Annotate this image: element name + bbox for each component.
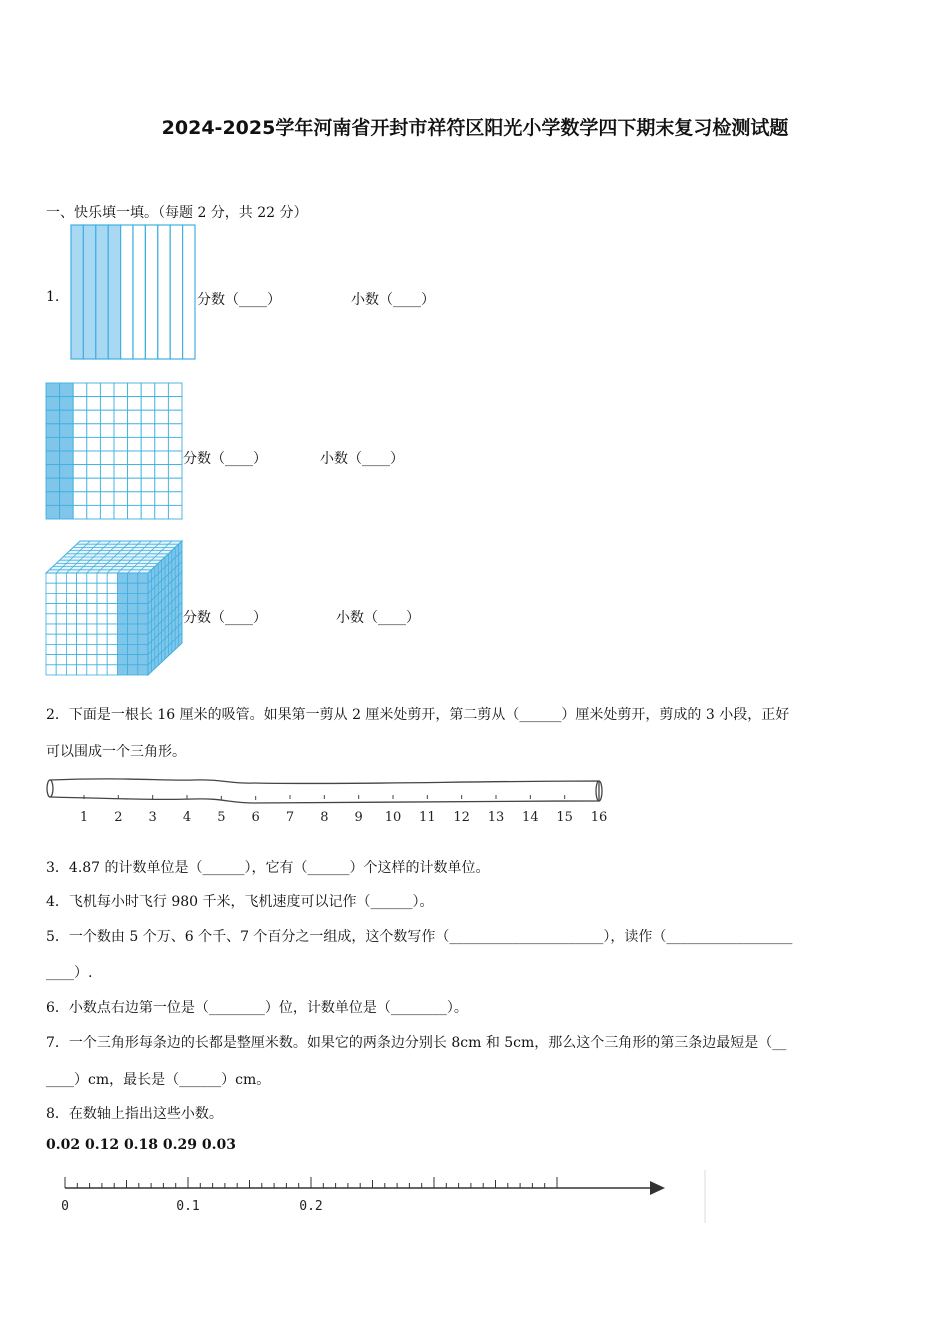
cube-front-cell — [97, 583, 107, 593]
grid-cell — [141, 424, 155, 438]
cube-front-cell — [87, 573, 97, 583]
cube-front-cell — [128, 614, 138, 624]
cube-front-cell — [87, 624, 97, 634]
grid-cell — [114, 383, 128, 397]
cube-front-cell — [107, 604, 117, 614]
grid-cell — [114, 437, 128, 451]
cube-front-cell — [107, 583, 117, 593]
grid-cell — [46, 505, 60, 519]
cube-front-cell — [46, 644, 56, 654]
ruler-label: 3 — [148, 810, 157, 825]
grid-cell — [168, 383, 182, 397]
strip — [121, 225, 133, 359]
ruler-label: 2 — [114, 810, 123, 825]
grid-cell — [73, 424, 87, 438]
cube-front-cell — [46, 593, 56, 603]
grid-cell — [168, 492, 182, 506]
grid-cell — [46, 451, 60, 465]
cube-front-cell — [77, 614, 87, 624]
cube-front-cell — [66, 644, 76, 654]
grid-cell — [46, 424, 60, 438]
cube-front-cell — [66, 614, 76, 624]
grid-cell — [168, 465, 182, 479]
strip — [133, 225, 145, 359]
grid-cell — [141, 465, 155, 479]
cube-front-cell — [66, 593, 76, 603]
cube-front-cell — [97, 644, 107, 654]
grid-cell — [73, 451, 87, 465]
decimal-values: 0.02 0.12 0.18 0.29 0.03 — [46, 1137, 236, 1153]
number-line-figure — [55, 1168, 715, 1224]
grid-cell — [114, 478, 128, 492]
grid-cell — [73, 478, 87, 492]
cube-front-cell — [46, 573, 56, 583]
cube-front-cell — [46, 583, 56, 593]
question-3: 3．4.87 的计数单位是（______），它有（______）个这样的计数单位。 — [46, 860, 490, 876]
cube-front-cell — [97, 655, 107, 665]
grid-cell — [73, 465, 87, 479]
grid-cell — [141, 383, 155, 397]
grid-cell — [128, 383, 142, 397]
cube-front-cell — [128, 604, 138, 614]
grid-cell — [60, 492, 74, 506]
cube-front-cell — [138, 593, 148, 603]
grid-cell — [60, 424, 74, 438]
cube-front-cell — [87, 604, 97, 614]
cube-front-cell — [107, 573, 117, 583]
cube-front-cell — [117, 604, 127, 614]
shaded-strip — [108, 225, 120, 359]
ruler-label: 9 — [354, 810, 363, 825]
ruler-label: 5 — [217, 810, 226, 825]
thousand-cube-figure — [45, 540, 183, 680]
cube-front-cell — [117, 655, 127, 665]
shaded-strip — [83, 225, 95, 359]
cube-front-cell — [87, 614, 97, 624]
ruler-label: 11 — [419, 810, 436, 825]
cube-front-cell — [56, 644, 66, 654]
grid-cell — [100, 451, 114, 465]
cube-front-cell — [87, 593, 97, 603]
grid-cell — [168, 478, 182, 492]
arrow-right-icon — [650, 1181, 665, 1195]
grid-cell — [46, 478, 60, 492]
cube-front-cell — [77, 665, 87, 675]
fraction-blank: 分数（____） — [183, 451, 267, 467]
cube-front-cell — [97, 634, 107, 644]
grid-cell — [60, 451, 74, 465]
grid-cell — [155, 465, 169, 479]
cube-front-cell — [138, 573, 148, 583]
grid-cell — [168, 424, 182, 438]
cube-front-cell — [56, 665, 66, 675]
cube-front-cell — [107, 634, 117, 644]
cube-front-cell — [107, 655, 117, 665]
ruler-label: 6 — [251, 810, 260, 825]
grid-cell — [141, 451, 155, 465]
ruler-label: 1 — [79, 810, 89, 825]
decimal-blank: 小数（____） — [336, 610, 420, 626]
cube-front-cell — [138, 644, 148, 654]
grid-cell — [87, 383, 101, 397]
cube-front-cell — [56, 634, 66, 644]
grid-cell — [87, 465, 101, 479]
cube-front-cell — [66, 665, 76, 675]
question-6: 6．小数点右边第一位是（________）位，计数单位是（________）。 — [46, 1000, 468, 1016]
grid-cell — [87, 437, 101, 451]
cube-front-cell — [56, 573, 66, 583]
grid-cell — [100, 424, 114, 438]
cube-front-cell — [77, 624, 87, 634]
cube-front-cell — [87, 655, 97, 665]
cube-front-cell — [46, 665, 56, 675]
cube-front-cell — [138, 624, 148, 634]
hundred-grid-figure — [45, 382, 183, 520]
grid-cell — [87, 451, 101, 465]
cube-front-cell — [128, 634, 138, 644]
grid-cell — [155, 410, 169, 424]
grid-cell — [155, 383, 169, 397]
question-5-line1: 5．一个数由 5 个万、6 个千、7 个百分之一组成，这个数写作（______________________），读作（__________________ — [46, 929, 793, 945]
cube-front-cell — [128, 644, 138, 654]
cube-front-cell — [97, 604, 107, 614]
grid-cell — [114, 492, 128, 506]
cube-front-cell — [138, 583, 148, 593]
grid-cell — [73, 437, 87, 451]
cube-front-cell — [77, 583, 87, 593]
grid-cell — [114, 397, 128, 411]
grid-cell — [60, 505, 74, 519]
grid-cell — [168, 437, 182, 451]
grid-cell — [60, 465, 74, 479]
cube-front-cell — [117, 614, 127, 624]
question-2-line1: 2．下面是一根长 16 厘米的吸管。如果第一剪从 2 厘米处剪开，第二剪从（______）厘米处剪开，剪成的 3 小段，正好 — [46, 707, 790, 723]
cube-front-cell — [128, 573, 138, 583]
question-5-line2: ____）. — [46, 965, 93, 981]
axis-label: 0.2 — [299, 1199, 323, 1214]
grid-cell — [155, 437, 169, 451]
grid-cell — [73, 505, 87, 519]
strip — [145, 225, 157, 359]
grid-cell — [168, 451, 182, 465]
question-7-line1: 7．一个三角形每条边的长都是整厘米数。如果它的两条边分别长 8cm 和 5cm，那么这个三角形的第三条边最短是（__ — [46, 1035, 787, 1051]
cube-front-cell — [107, 614, 117, 624]
grid-cell — [168, 505, 182, 519]
question-number: 1. — [46, 289, 60, 305]
cube-front-cell — [107, 644, 117, 654]
cube-front-cell — [56, 583, 66, 593]
question-2-line2: 可以围成一个三角形。 — [46, 744, 186, 760]
grid-cell — [73, 410, 87, 424]
cube-front-cell — [87, 583, 97, 593]
grid-cell — [141, 410, 155, 424]
grid-cell — [100, 465, 114, 479]
cube-front-cell — [46, 614, 56, 624]
cube-front-cell — [128, 665, 138, 675]
cube-front-cell — [97, 624, 107, 634]
cube-front-cell — [117, 593, 127, 603]
cube-front-cell — [77, 634, 87, 644]
shaded-strip — [71, 225, 83, 359]
grid-cell — [114, 451, 128, 465]
cube-front-cell — [107, 624, 117, 634]
grid-cell — [168, 397, 182, 411]
page-title: 2024-2025学年河南省开封市祥符区阳光小学数学四下期末复习检测试题 — [161, 117, 789, 139]
ruler-label: 10 — [384, 810, 402, 825]
cube-front-cell — [66, 583, 76, 593]
grid-cell — [46, 492, 60, 506]
cube-front-cell — [117, 583, 127, 593]
cube-front-cell — [87, 644, 97, 654]
grid-cell — [141, 437, 155, 451]
question-4: 4．飞机每小时飞行 980 千米，飞机速度可以记作（______）。 — [46, 894, 434, 910]
ruler-label: 13 — [487, 810, 505, 825]
cube-front-cell — [46, 624, 56, 634]
strip-grid-figure — [70, 224, 196, 360]
grid-cell — [155, 424, 169, 438]
shaded-strip — [96, 225, 108, 359]
question-7-line2: ____）cm，最长是（______）cm。 — [46, 1072, 271, 1088]
grid-cell — [114, 465, 128, 479]
cube-front-cell — [138, 665, 148, 675]
grid-cell — [128, 451, 142, 465]
grid-cell — [100, 397, 114, 411]
cube-front-cell — [138, 634, 148, 644]
cube-front-cell — [77, 593, 87, 603]
strip — [183, 225, 195, 359]
grid-cell — [155, 492, 169, 506]
cube-front-cell — [117, 644, 127, 654]
grid-cell — [87, 478, 101, 492]
cube-front-cell — [87, 634, 97, 644]
cube-front-cell — [97, 614, 107, 624]
grid-cell — [100, 492, 114, 506]
grid-cell — [100, 478, 114, 492]
ruler-label: 4 — [182, 810, 192, 825]
ruler-label: 15 — [556, 810, 573, 825]
cube-front-cell — [128, 655, 138, 665]
grid-cell — [46, 437, 60, 451]
grid-cell — [114, 410, 128, 424]
cube-front-cell — [117, 624, 127, 634]
fraction-blank: 分数（____） — [183, 610, 267, 626]
ruler-label: 7 — [285, 810, 295, 825]
axis-label: 0.1 — [176, 1199, 200, 1214]
strip — [170, 225, 182, 359]
grid-cell — [114, 424, 128, 438]
cube-front-cell — [46, 604, 56, 614]
cube-front-cell — [56, 655, 66, 665]
grid-cell — [46, 465, 60, 479]
cube-front-cell — [97, 665, 107, 675]
grid-cell — [141, 505, 155, 519]
cube-front-cell — [107, 665, 117, 675]
grid-cell — [128, 424, 142, 438]
grid-cell — [73, 397, 87, 411]
cube-front-cell — [97, 593, 107, 603]
cube-front-cell — [77, 604, 87, 614]
grid-cell — [141, 492, 155, 506]
grid-cell — [155, 478, 169, 492]
cube-front-cell — [66, 634, 76, 644]
grid-cell — [87, 397, 101, 411]
cube-front-cell — [46, 634, 56, 644]
section-heading: 一、快乐填一填。（每题 2 分，共 22 分） — [46, 205, 308, 221]
cube-front-cell — [138, 604, 148, 614]
grid-cell — [60, 478, 74, 492]
decimal-blank: 小数（____） — [320, 451, 404, 467]
axis-label: 0 — [61, 1199, 69, 1214]
grid-cell — [60, 397, 74, 411]
grid-cell — [60, 383, 74, 397]
cube-front-cell — [46, 655, 56, 665]
grid-cell — [87, 492, 101, 506]
grid-cell — [128, 397, 142, 411]
grid-cell — [128, 505, 142, 519]
question-8: 8．在数轴上指出这些小数。 — [46, 1106, 223, 1122]
grid-cell — [141, 478, 155, 492]
cube-front-cell — [77, 573, 87, 583]
grid-cell — [60, 410, 74, 424]
grid-cell — [100, 383, 114, 397]
cube-front-cell — [138, 655, 148, 665]
cube-front-cell — [138, 614, 148, 624]
grid-cell — [114, 505, 128, 519]
grid-cell — [155, 451, 169, 465]
ruler-label: 16 — [590, 810, 608, 825]
ruler-label: 8 — [320, 810, 329, 825]
cube-front-cell — [66, 604, 76, 614]
cube-front-cell — [128, 624, 138, 634]
cube-front-cell — [56, 624, 66, 634]
ruler-label: 14 — [522, 810, 539, 825]
cube-front-cell — [66, 624, 76, 634]
cube-front-cell — [107, 593, 117, 603]
cube-front-cell — [128, 593, 138, 603]
grid-cell — [100, 437, 114, 451]
cube-front-cell — [77, 644, 87, 654]
cube-front-cell — [66, 655, 76, 665]
grid-cell — [87, 424, 101, 438]
cube-front-cell — [117, 665, 127, 675]
grid-cell — [46, 397, 60, 411]
grid-cell — [46, 410, 60, 424]
grid-cell — [128, 465, 142, 479]
grid-cell — [100, 410, 114, 424]
cube-front-cell — [56, 614, 66, 624]
fraction-blank: 分数（____） — [197, 292, 281, 308]
grid-cell — [87, 410, 101, 424]
decimal-blank: 小数（____） — [351, 292, 435, 308]
grid-cell — [128, 492, 142, 506]
cube-front-cell — [77, 655, 87, 665]
cube-front-cell — [87, 665, 97, 675]
straw-ruler-figure — [44, 775, 614, 827]
strip — [158, 225, 170, 359]
grid-cell — [128, 437, 142, 451]
grid-cell — [100, 505, 114, 519]
grid-cell — [141, 397, 155, 411]
grid-cell — [60, 437, 74, 451]
grid-cell — [73, 383, 87, 397]
grid-cell — [128, 410, 142, 424]
cube-front-cell — [97, 573, 107, 583]
grid-cell — [155, 397, 169, 411]
cube-front-cell — [56, 604, 66, 614]
grid-cell — [155, 505, 169, 519]
grid-cell — [73, 492, 87, 506]
cube-front-cell — [128, 583, 138, 593]
cube-front-cell — [117, 573, 127, 583]
cube-front-cell — [66, 573, 76, 583]
cube-front-cell — [56, 593, 66, 603]
ruler-label: 12 — [453, 810, 470, 825]
grid-cell — [168, 410, 182, 424]
grid-cell — [87, 505, 101, 519]
grid-cell — [46, 383, 60, 397]
grid-cell — [128, 478, 142, 492]
cube-front-cell — [117, 634, 127, 644]
